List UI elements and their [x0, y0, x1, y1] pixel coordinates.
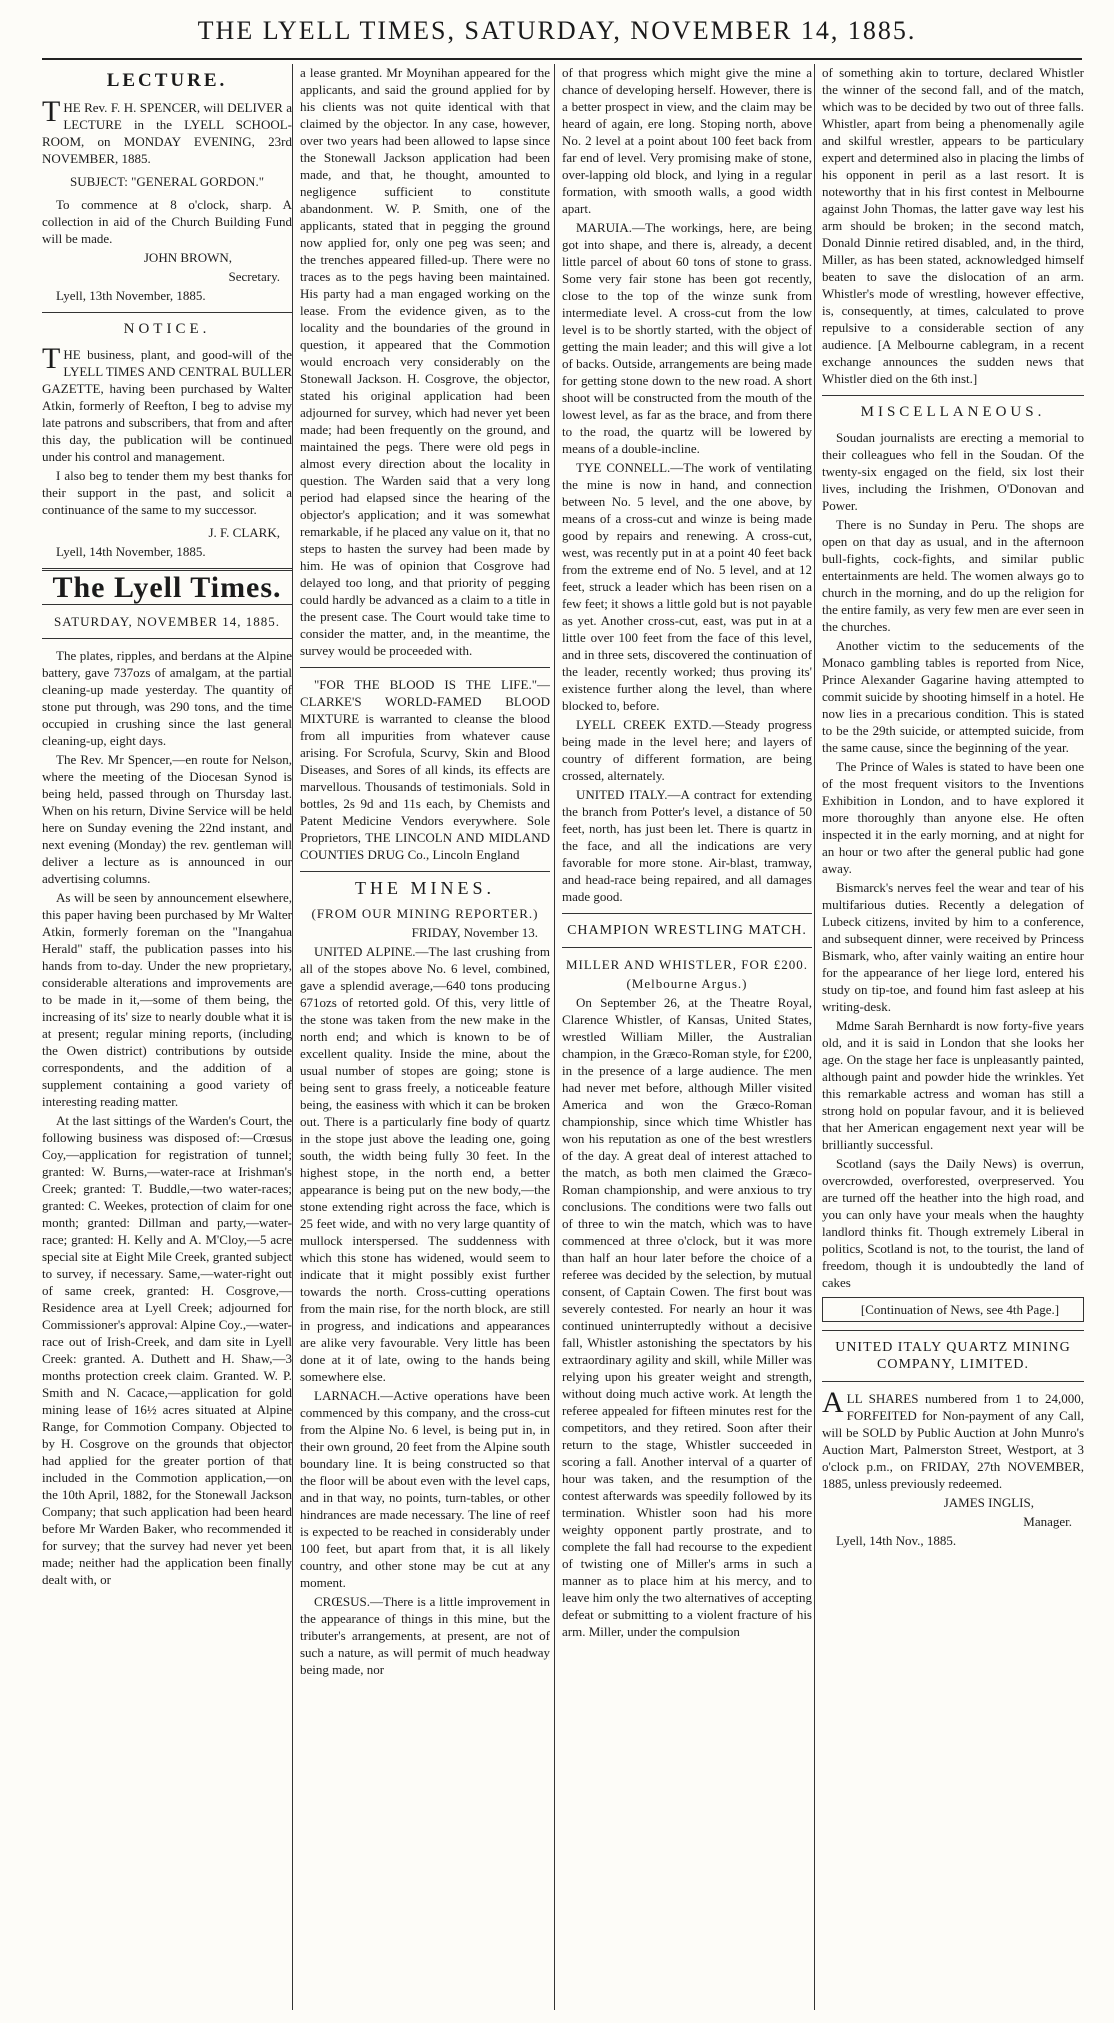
lecture-body: THE Rev. F. H. SPENCER, will DELIVER a LECTURE in the LYELL SCHOOL-ROOM, on MONDAY EVENING, 23rd NOVEMBER, 1885. — [42, 95, 292, 166]
separator — [42, 604, 292, 605]
wrestling-subheading: MILLER AND WHISTLER, FOR £200. — [565, 957, 809, 972]
mines-paragraph: CRŒSUS.—There is a little improvement in the appearance of things in this mine, but the tributer's arrangements, at present, are not of such a nature, as will permit of much headway being made, nor — [300, 1594, 550, 1677]
column-3 — [562, 64, 812, 2010]
mines-paragraph: TYE CONNELL.—The work of ventilating the mine is now in hand, and connection between No. 5 level, and the one above, by means of a cross-cut and winze is being made good by repairs and renewing. A cross-cut, west, was recently put in at a point 40 feet back from the extreme end of No. 5 level, and at 12 feet, struck a leader which has been risen on a few feet; it shows a little gold but is not payable as yet. Another cross-cut, east, was put in at a little over 100 feet from the face of this level, and in three sets, discovered the continuation of the leader, recently worked; thus proving its' existence further along the level, than where blocked to, before. — [562, 460, 812, 713]
lecture-time: To commence at 8 o'clock, sharp. A collection in aid of the Church Building Fund will be made. — [42, 197, 292, 246]
united-italy-notice: ALL SHARES numbered from 1 to 24,000, FORFEITED for Non-payment of any Call, will be SOLD by Public Auction at John Munro's Auction Mart, Palmerston Street, Westport, at 3 o'clock p.m., on FRIDAY, 27th NOVEMBER, 1885, unless previously redeemed. — [822, 1386, 1084, 1491]
wrestling-heading: CHAMPION WRESTLING MATCH. — [567, 923, 807, 938]
united-italy-role: Manager. — [1023, 1514, 1072, 1529]
news-paragraph: The plates, ripples, and berdans at the Alpine battery, gave 737ozs of amalgam, at the partial cleaning-up made yesterday. The quantity of stone put through, was 290 tons, and the time occupied in crushing since the last general cleaning-up, eight days. — [42, 648, 292, 748]
wrestling-paragraph: of something akin to torture, declared Whistler the winner of the second fall, and of the match, which was to be decided by two out of three falls. Whistler, apart from being a phenomenally agile and skilful wrestler, appears to be particulary expert and determined also in placing the limbs of his opponent in peril as a last resort. It is noteworthy that in his first contest in Melbourne against John Thomas, the latter gave way lest his arm should be broken; in the second match, Donald Dinnie retired disabled, and, in the third, Miller, as has been stated, acknowledged himself beaten to save the dislocation of an arm. Whistler's mode of wrestling, however effective, is, consequently, at times, calculated to prove repulsive to a considerable section of any audience. [A Melbourne cablegram, in a recent exchange announces the sudden news that Whistler died on the 6th inst.] — [822, 65, 1084, 386]
mines-heading: THE MINES. — [355, 878, 495, 898]
mines-paragraph: of that progress which might give the mine a chance of developing herself. However, there is a better prospect in view, and the claim may be heard of again, ere long. Stoping north, above No. 2 level at a point about 100 feet back from far end of level. Very promising make of stone, over-lapping old block, and lying in a regular formation, with smooth walls, a good width apart. — [562, 65, 812, 216]
miscellaneous-heading: MISCELLANEOUS. — [860, 404, 1046, 420]
column-4 — [822, 64, 1084, 2010]
mines-paragraph: UNITED ITALY.—A contract for extending the branch from Potter's level, a distance of 50 feet, north, has just been let. There is quartz in the face, and all the indications are very favorable for more stone. Air-blast, tramway, and head-race being repaired, and all damages made good. — [562, 787, 812, 904]
mines-paragraph: MARUIA.—The workings, here, are being got into shape, and there is, already, a decent little parcel of about 60 tons of stone to grass. Some very fair stone has been got recently, close to the top of the winze sunk from intermediate level. A cross-cut from the low level is to be shortly started, with the object of getting the main leader; and this will give a lot of backs. Outside, arrangements are being made for getting stone down to the new road. A short shoot will be constructed from the mouth of the lowest level, as far as the brace, and from there to the road, the quartz will be lowered by means of a double-incline. — [562, 220, 812, 456]
misc-paragraph: Soudan journalists are erecting a memorial to their colleagues who fell in the Soudan. Of the twenty-six engaged on the field, six lost their lives, including the Irishmen, O'Donovan and Power. — [822, 430, 1084, 513]
continuation-note: [Continuation of News, see 4th Page.] — [822, 1297, 1084, 1322]
top-rule — [42, 58, 1082, 60]
masthead: THE LYELL TIMES, SATURDAY, NOVEMBER 14, 1885. — [197, 16, 917, 45]
lecture-signer: JOHN BROWN, — [143, 250, 232, 265]
paper-title: The Lyell Times. — [52, 571, 282, 604]
notice-signer: J. F. CLARK, — [208, 525, 280, 540]
separator — [822, 1381, 1084, 1382]
lecture-heading: LECTURE. — [106, 70, 228, 91]
column-1 — [42, 64, 292, 2010]
wrestling-source: (Melbourne Argus.) — [626, 976, 748, 991]
mines-paragraph: LARNACH.—Active operations have been commenced by this company, and the cross-cut from the Alpine No. 6 level, is being put in, in their own ground, 20 feet from the Alpine south boundary line. It is being constructed so that the floor will be about even with the level caps, and in that way, no points, turn-tables, or other hindrances are made necessary. The line of reef is expected to be reached in considerably under 100 feet, but apart from that, it is all likely country, and other stone may be cut at any moment. — [300, 1388, 550, 1590]
notice-paragraph: I also beg to tender them my best thanks for their support in the past, and solicit a continuance of the same to my successor. — [42, 468, 292, 517]
column-divider — [554, 64, 555, 2010]
misc-paragraph: Scotland (says the Daily News) is overrun, overcrowded, overforested, overpreserved. You are turned off the heather into the high road, and you can only have your meals when the haughty landlord thinks fit. Though extremely Liberal in politics, Scotland is not, to the tourist, the land of freedom, though it is undoubtedly the land of cakes — [822, 1156, 1084, 1290]
separator — [300, 667, 550, 668]
separator — [300, 871, 550, 872]
separator — [822, 395, 1084, 396]
misc-paragraph: Bismarck's nerves feel the wear and tear of his multifarious duties. Recently a delegation of Lubeck citizens, invited by him to a conference, and subsequent dinner, were received by Princess Bismark, who, after vainly waiting an entire hour for the appearance of her liege lord, entered his study on tip-toe, and found him fast asleep at his writing-desk. — [822, 880, 1084, 1014]
mines-date: FRIDAY, November 13. — [411, 925, 538, 940]
misc-paragraph: The Prince of Wales is stated to have been one of the most frequent visitors to the Inventions Exhibition in London, and to have explored it more thoroughly than anyone else. He often inspected it in the early morning, and at night for an hour or two after the general public had gone away. — [822, 759, 1084, 876]
misc-paragraph: Mdme Sarah Bernhardt is now forty-five years old, and it is said in London that she looks her age. On the stage her face is unpleasantly painted, although paint and powder hide the wrinkles. Yet this remarkable actress and woman has still a strong hold on popular favour, and it is believed that her American engagement next year will be brilliantly successful. — [822, 1018, 1084, 1152]
united-italy-heading: UNITED ITALY QUARTZ MINING COMPANY, LIMITED. — [835, 1340, 1071, 1372]
paper-dateline: SATURDAY, NOVEMBER 14, 1885. — [54, 614, 280, 629]
notice-date: Lyell, 14th November, 1885. — [56, 544, 206, 559]
united-italy-signer: JAMES INGLIS, — [943, 1495, 1034, 1510]
separator — [822, 1330, 1084, 1331]
mines-paragraph: UNITED ALPINE.—The last crushing from all of the stopes above No. 6 level, combined, gave a splendid average,—640 tons producing 671ozs of retorted gold. Of this, very little of the stone was taken from the new make in the north end; and which is known to be of excellent quality. Inside the mine, about the usual number of stopes are going; stone is being sent to grass freely, a noticeable feature being, the easiness with which it can be broken out. There is a particularly fine body of quartz in the stope just above the leading one, going south, the width being fully 30 feet. In the highest stope, in the north end, a better appearance is being put on the new body,—the stone extending right across the face, which is 25 feet wide, and with no very large quantity of mullock interspersed. The suddenness with which this stone has widened, would seem to indicate that it might possibly exist further towards the north. Cross-cutting operations from the main rise, for the north block, are still in progress, and indications and appearances are alike very favourable. Very little has been done at it of late, owing to the hands being somewhere else. — [300, 944, 550, 1384]
news-paragraph: The Rev. Mr Spencer,—en route for Nelson, where the meeting of the Diocesan Synod is being held, passed through on Thursday last. When on his return, Divine Service will be held here on Sunday evening the 22nd instant, and next evening (Monday) the rev. gentleman will deliver a lecture as is announced in our advertising columns. — [42, 752, 292, 886]
lecture-subject: SUBJECT: "GENERAL GORDON." — [69, 174, 265, 189]
lecture-role: Secretary. — [228, 269, 280, 284]
advertisement: "FOR THE BLOOD IS THE LIFE."—CLARKE'S WORLD-FAMED BLOOD MIXTURE is warranted to cleanse the blood from all impurities from whatever cause arising. For Scrofula, Scurvy, Skin and Blood Diseases, and Sores of all kinds, its effects are marvellous. Thousands of testimonials. Sold in bottles, 2s 9d and 11s each, by Chemists and Patent Medicine Vendors everywhere. Sole Proprietors, THE LINCOLN AND MIDLAND COUNTIES DRUG Co., Lincoln England — [300, 677, 550, 862]
notice-heading: NOTICE. — [123, 321, 211, 337]
mines-subheading: (FROM OUR MINING REPORTER.) — [311, 906, 539, 921]
news-paragraph: At the last sittings of the Warden's Court, the following business was disposed of:—Crœsus Coy,—application for registration of tunnel; granted: W. Burns,—water-race at Irishman's Creek; granted: T. Buddle,—two water-races; granted: C. Weekes, protection of claim for one month; granted: Dillman and party,—water-race; granted: H. Kelly and A. M'Cloy,—5 acre special site at Eight Mile Creek, granted subject to survey, if necessary. Same,—water-right out of same creek, granted: H. Cosgrove,—Residence area at Lyell Creek; adjourned for Commissioner's approval: Alpine Coy.,—water-race out of Irish-Creek, and dam site in Lyell Creek: granted. A. Duthett and H. Shaw,—3 months protection creek claim. Granted. W. P. Smith and N. Cacace,—application for gold mining lease of 16½ acres situated at Alpine Range, for Commotion Company. Objected to by H. Cosgrove on the grounds that objector had applied for the greater portion of that included in the Commotion application,—on the 10th April, 1882, for the Stonewall Jackson Company; that such application had been heard before Mr Warden Baker, who recommended it for survey; that the survey had never yet been made; neither had the application been finally dealt with, or — [42, 1113, 292, 1587]
misc-paragraph: There is no Sunday in Peru. The shops are open on that day as usual, and in the afternoon bull-fights, cock-fights, and similar public entertainments are held. The women always go to church in the morning, and do up the religion for the entire family, as very few men are ever seen in the churches. — [822, 517, 1084, 634]
lecture-date: Lyell, 13th November, 1885. — [56, 288, 206, 303]
column-divider — [814, 64, 815, 2010]
notice-paragraph: THE business, plant, and good-will of the LYELL TIMES AND CENTRAL BULLER GAZETTE, having been purchased by Walter Atkin, formerly of Reefton, I beg to advise my late patrons and subscribers, that from and after this day, the publication will be continued under his control and management. — [42, 342, 292, 464]
separator — [42, 312, 292, 313]
wrestling-paragraph: On September 26, at the Theatre Royal, Clarence Whistler, of Kansas, United States, wrestled William Miller, the Australian champion, in the Græco-Roman style, for £200, in the presence of a large audience. The men had never met before, although Miller visited America and won the Græco-Roman championship, since which time Whistler has won his reputation as one of the best wrestlers of the day. A great deal of interest attached to the match, as both men claimed the Græco-Roman championship, and were anxious to try conclusions. The conditions were two falls out of three to win the match, which was to have commenced at three o'clock, but it was more than half an hour later before the choice of a referee was decided by the selection, by mutual consent, of Captain Cowen. The first bout was severely contested. For nearly an hour it was continued uninterruptedly without a decisive fall, Whistler astonishing the spectators by his extraordinary agility and skill, while Miller was relying upon his greater weight and strength, without doing much active work. At length the referee appealed for fifteen minutes rest for the competitors, and they retired. Soon after their return to the stage, Whistler succeeded in scoring a fall. Another interval of a quarter of hour was taken, and the resumption of the contest afterwards was speedily followed by its termination. Whistler soon had his more weighty opponent partly prostrate, and to complete the fall had recourse to the expedient of twisting one of Miller's arms in such a manner as to place him at his mercy, and to leave him only the two alternatives of accepting defeat or submitting to a violent fracture of his arm. Miller, under the compulsion — [562, 995, 812, 1639]
misc-paragraph: Another victim to the seducements of the Monaco gambling tables is reported from Nice, Prince Alexander Gagarine having attempted to commit suicide by shooting himself in a hotel. He now lies in a precarious condition. This is stated to be the 29th suicide, or attempted suicide, from the same cause, since the beginning of the year. — [822, 638, 1084, 755]
separator — [42, 638, 292, 639]
united-italy-date: Lyell, 14th Nov., 1885. — [836, 1533, 957, 1548]
column-2 — [300, 64, 550, 2010]
mines-paragraph: LYELL CREEK EXTD.—Steady progress being made in the level here; and layers of country of different formation, are being crossed, alternately. — [562, 717, 812, 783]
column-divider — [292, 64, 293, 2010]
news-paragraph: a lease granted. Mr Moynihan appeared for the applicants, and said the ground applied for by his clients was not quite identical with that claimed by the objector. In any case, however, over two years had been allowed to lapse since the Stonewall Jackson application had been made, and that, he thought, amounted to negligence sufficient to constitute abandonment. W. P. Smith, one of the applicants, stated that in pegging the ground now applied for, only one peg was seen; and the trenches appeared filled-up. There were no traces as to the pegs having been maintained. His party had a man engaged working on the lease. From the evidence given, as to the locality and the boundaries of the ground in question, it appeared that the Commotion would encroach very considerably on the Stonewall Jackson. H. Cosgrove, the objector, stated his original application had been adjourned for survey, which had never yet been made; had been frequently on the ground, and maintained the pegs. There were old pegs in almost every direction about the locality in question. The Warden said that a very long period had elapsed since the hearing of the objector's application; and it was somewhat remarkable, if he placed any value on it, that no steps to hasten the survey had been made by him. He was of opinion that Cosgrove had delayed too long, and that priority of pegging could hardly be advanced as a claim to a title in the present case. The Court would take time to consider the matter, and, in the meantime, the survey would be proceeded with. — [300, 65, 550, 658]
news-paragraph: As will be seen by announcement elsewhere, this paper having been purchased by Mr Walter Atkin, formerly foreman on the "Inangahua Herald" staff, the publication passes into his hands from to-day. Under the new proprietary, considerable alterations and improvements are to be made in it,—some of them being, the increasing of its' size to nearly double what it is at present; regular mining reports, (including the Owen district) contributions by outside correspondents, and the addition of a supplement containing a good variety of interesting reading matter. — [42, 890, 292, 1109]
separator — [562, 947, 812, 948]
separator — [562, 913, 812, 914]
